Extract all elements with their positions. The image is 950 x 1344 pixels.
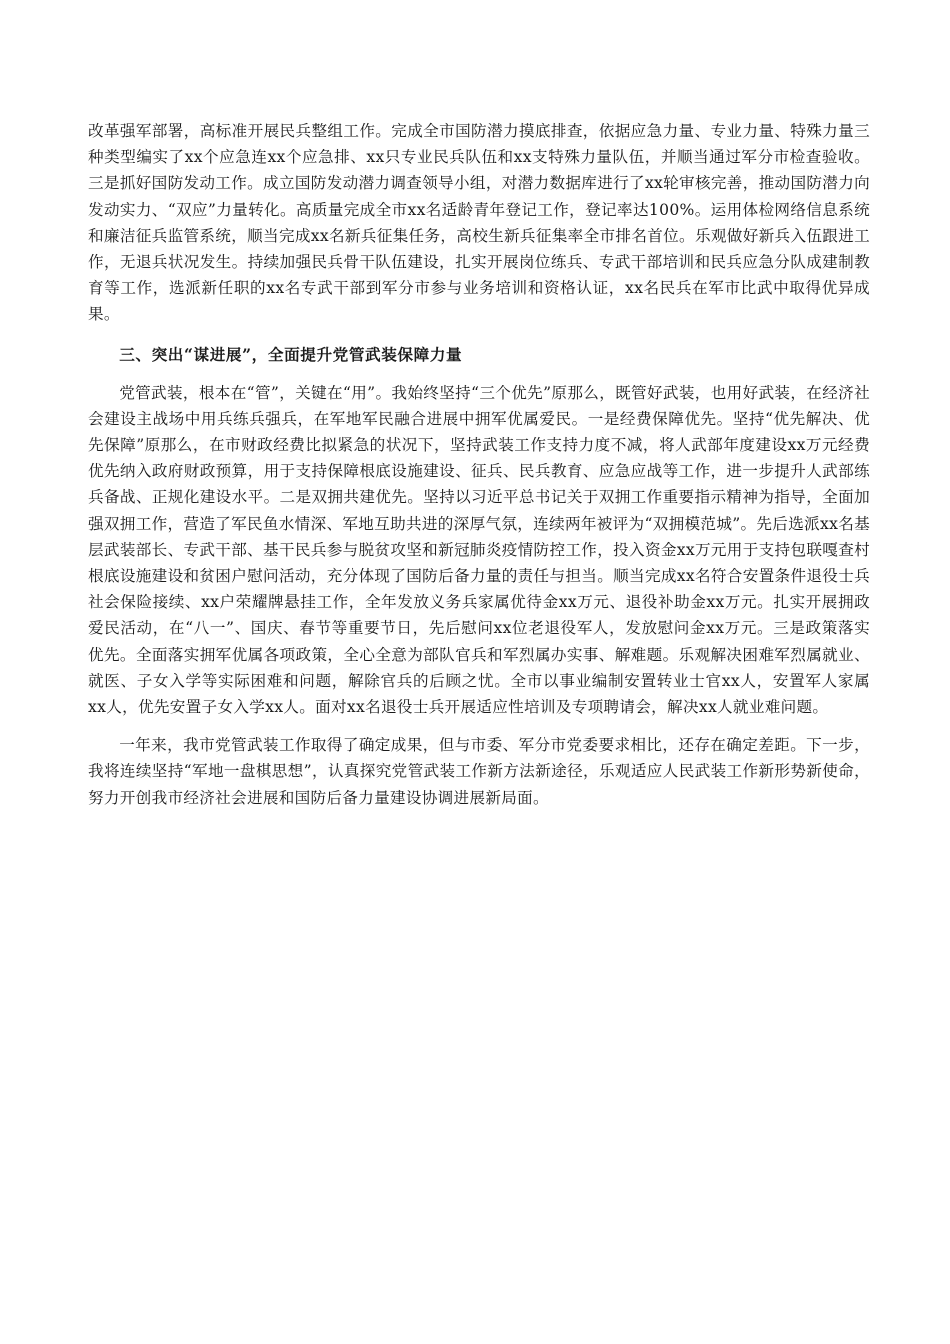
section-heading-3: 三、突出“谋进展”，全面提升党管武装保障力量 <box>119 344 463 364</box>
document-page <box>88 118 870 811</box>
body-paragraph-1: 改革强军部署，高标准开展民兵整组工作。完成全市国防潜力摸底排查，依据应急力量、专业力量、特殊力量三种类型编实了xx个应急连xx个应急排、xx只专业民兵队伍和xx支特殊力量队伍，并顺当通过军分市检查验收。三是抓好国防发动工作。成立国防发动潜力调查领导小组，对潜力数据库进行了xx轮审核完善，推动国防潜力向发动实力、“双应”力量转化。高质量完成全市xx名适龄青年登记工作，登记率达100%。运用体检网络信息系统和廉洁征兵监管系统，顺当完成xx名新兵征集任务，高校生新兵征集率全市排名首位。乐观做好新兵入伍跟进工作，无退兵状况发生。持续加强民兵骨干队伍建设，扎实开展岗位练兵、专武干部培训和民兵应急分队成建制教育等工作，选派新任职的xx名专武干部到军分市参与业务培训和资格认证，xx名民兵在军市比武中取得优异成果。 <box>88 122 870 324</box>
body-paragraph-3: 一年来，我市党管武装工作取得了确定成果，但与市委、军分市党委要求相比，还存在确定差距。下一步，我将连续坚持“军地一盘棋思想”，认真探究党管武装工作新方法新途径，乐观适应人民武装工作新形势新使命，努力开创我市经济社会进展和国防后备力量建设协调进展新局面。 <box>88 736 870 807</box>
body-paragraph-2: 党管武装，根本在“管”，关键在“用”。我始终坚持“三个优先”原那么，既管好武装，也用好武装，在经济社会建设主战场中用兵练兵强兵，在军地军民融合进展中拥军优属爱民。一是经费保障优先。坚持“优先解决、优先保障”原那么，在市财政经费比拟紧急的状况下，坚持武装工作支持力度不减，将人武部年度建设xx万元经费优先纳入政府财政预算，用于支持保障根底设施建设、征兵、民兵教育、应急应战等工作，进一步提升人武部练兵备战、正规化建设水平。二是双拥共建优先。坚持以习近平总书记关于双拥工作重要指示精神为指导，全面加强双拥工作，营造了军民鱼水情深、军地互助共进的深厚气氛，连续两年被评为“双拥模范城”。先后选派xx名基层武装部长、专武干部、基干民兵参与脱贫攻坚和新冠肺炎疫情防控工作，投入资金xx万元用于支持包联嘎查村根底设施建设和贫困户慰问活动，充分体现了国防后备力量的责任与担当。顺当完成xx名符合安置条件退役士兵社会保险接续、xx户荣耀牌悬挂工作，全年发放义务兵家属优待金xx万元、退役补助金xx万元。扎实开展拥政爱民活动，在“八一”、国庆、春节等重要节日，先后慰问xx位老退役军人，发放慰问金xx万元。三是政策落实优先。全面落实拥军优属各项政策，全心全意为部队官兵和军烈属办实事、解难题。乐观解决困难军烈属就业、就医、子女入学等实际困难和问题，解除官兵的后顾之忧。全市以事业编制安置转业士官xx人，安置军人家属xx人，优先安置子女入学xx人。面对xx名退役士兵开展适应性培训及专项聘请会，解决xx人就业难问题。 <box>88 383 870 717</box>
